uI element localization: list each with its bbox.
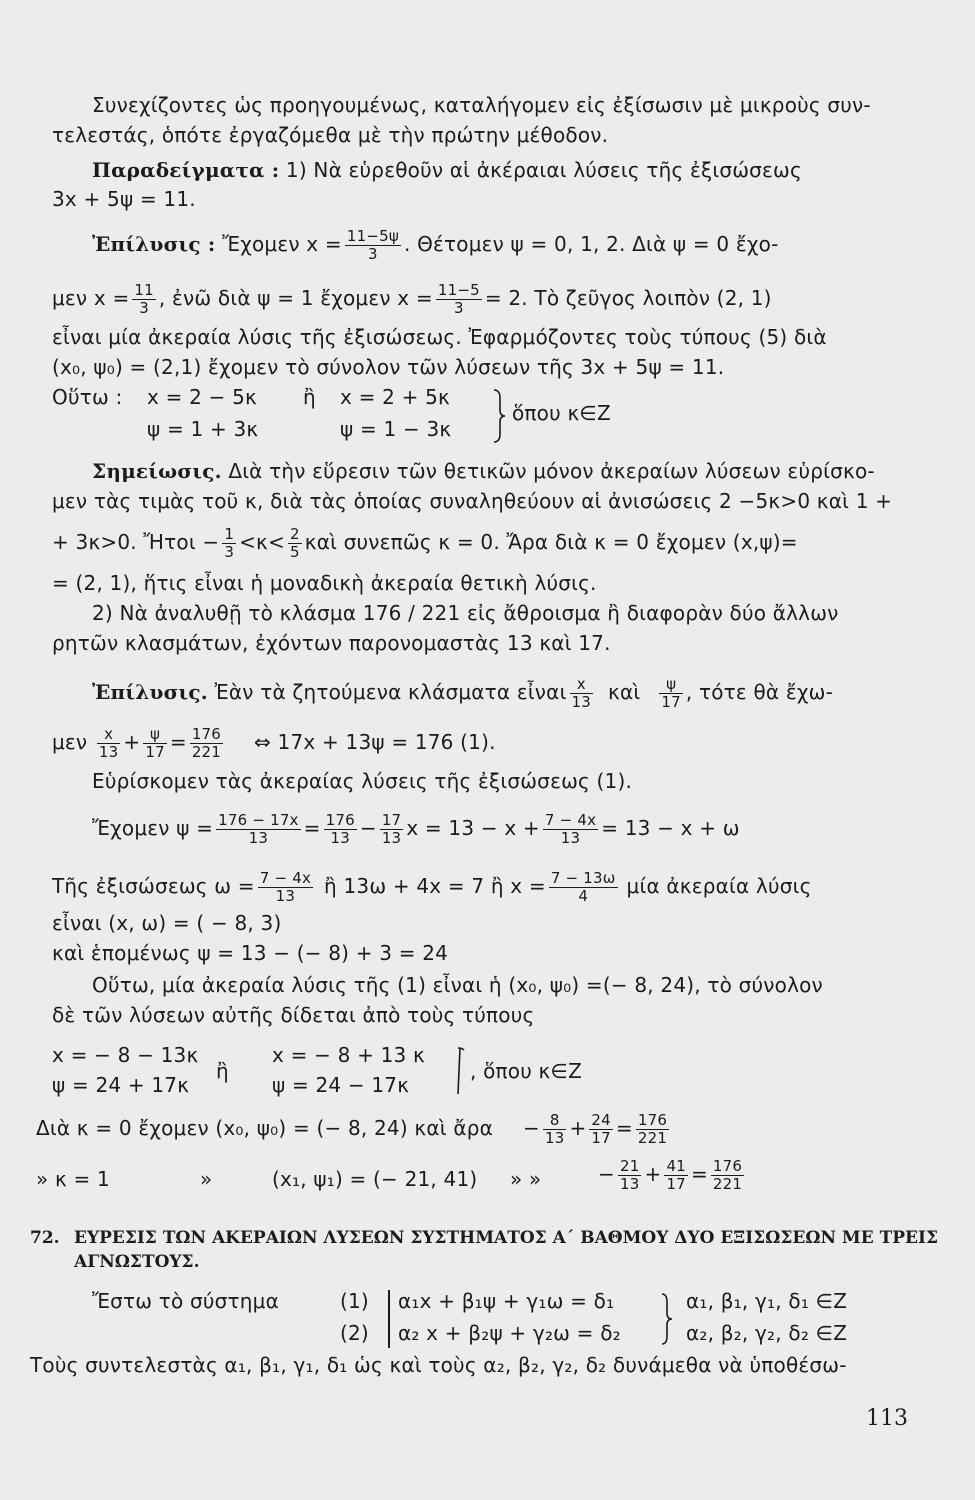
fraction: $\frac{7 - 4x}{13}$ xyxy=(544,811,597,847)
text-line: + 3κ>0. Ἤτοι − $\frac{1}{3}$ <κ< $\frac{2}{5}$ καὶ συνεπῶς κ = 0. Ἄρα διὰ κ = 0 ἔχομεν (x,ψ)= xyxy=(52,525,798,561)
equation: ψ = 24 − 17κ xyxy=(272,1073,410,1097)
section-number: 72. xyxy=(30,1228,60,1248)
fraction: $\frac{17}{13}$ xyxy=(381,811,402,847)
equation-label: (1) xyxy=(340,1289,369,1313)
fraction: $\frac{41}{17}$ xyxy=(666,1157,686,1193)
equation: μεν $\frac{x}{13}$ + $\frac{\psi}{17}$ = $\frac{176}{221}$ ⇔ 17x + 13ψ = 176 (1). xyxy=(52,725,496,761)
text-line: Εὑρίσκομεν τὰς ἀκεραίας λύσεις τῆς ἐξισώσεως (1). xyxy=(92,769,633,793)
text-line: Οὕτω, μία ἀκεραία λύσις τῆς (1) εἶναι ἡ (x₀, ψ₀) =(− 8, 24), τὸ σύνολον xyxy=(92,973,823,997)
fraction: $\frac{2}{5}$ xyxy=(289,525,300,561)
section-title: ΕΥΡΕΣΙΣ ΤΩΝ ΑΚΕΡΑΙΩΝ ΛΥΣΕΩΝ ΣΥΣΤΗΜΑΤΟΣ Α΄ ΒΑΘΜΟΥ ΔΥΟ ΕΞΙΣΩΣΕΩΝ ΜΕ ΤΡΕΙΣ ΑΓΝΩΣΤΟΥΣ. xyxy=(74,1228,938,1272)
text-line: Ἐπίλυσις. Ἐὰν τὰ ζητούμενα κλάσματα εἶναι $\frac{x}{13}$ καὶ $\frac{\psi}{17}$ , τότε θὰ ἔχω- xyxy=(92,675,833,711)
fraction: $\frac{7 - 13\omega}{4}$ xyxy=(550,869,616,905)
fraction: $\frac{8}{13}$ xyxy=(544,1111,565,1147)
fraction: $\frac{24}{17}$ xyxy=(591,1111,611,1147)
text-line: 2) Νὰ ἀναλυθῇ τὸ κλάσμα 176 / 221 εἰς ἄθροισμα ἢ διαφορὰν δύο ἄλλων xyxy=(92,601,839,625)
equation: − $\frac{21}{13}$ + $\frac{41}{17}$ = $\frac{176}{221}$ xyxy=(598,1157,743,1193)
text-line: ἢ xyxy=(303,385,316,409)
text-line: τελεστάς, ὁπότε ἐργαζόμεθα μὲ τὴν πρώτην μέθοδον. xyxy=(52,123,609,147)
equation: Διὰ κ = 0 ἔχομεν (x₀, ψ₀) = (− 8, 24) καὶ ἄρα − $\frac{8}{13}$ + $\frac{24}{17}$ = $\frac{176}{221}$ xyxy=(36,1111,668,1147)
fraction: $\frac{176}{221}$ xyxy=(191,725,222,761)
fraction: $\frac{176 - 17x}{13}$ xyxy=(218,811,299,847)
ditto-mark: » xyxy=(200,1167,213,1191)
fraction: $\frac{x}{13}$ xyxy=(571,675,592,711)
equation: x = 2 + 5κ xyxy=(340,385,451,409)
solution-heading: Ἐπίλυσις. xyxy=(92,680,208,704)
fraction: $\frac{1}{3}$ xyxy=(224,525,235,561)
fraction: $\frac{\psi}{17}$ xyxy=(145,725,165,761)
text-line: Παραδείγματα : 1) Νὰ εὑρεθοῦν αἱ ἀκέραιαι λύσεις τῆς ἐξισώσεως xyxy=(92,158,802,182)
equation: Ἔχομεν ψ = $\frac{176 - 17x}{13}$ = $\frac{176}{13}$ − $\frac{17}{13}$ x = 13 − x + $\frac{7 - 4x}{13}$ = 13 − x + ω xyxy=(92,811,740,847)
text-line: (x₀, ψ₀) = (2,1) ἔχομεν τὸ σύνολον τῶν λύσεων τῆς 3x + 5ψ = 11. xyxy=(52,355,725,379)
equation: α₂ x + β₂ψ + γ₂ω = δ₂ xyxy=(398,1321,621,1345)
equation: ψ = 1 + 3κ xyxy=(147,417,259,441)
text-line: ρητῶν κλασμάτων, ἐχόντων παρονομαστὰς 13 καὶ 17. xyxy=(52,631,611,655)
text-line: δὲ τῶν λύσεων αὐτῆς δίδεται ἀπὸ τοὺς τύπους xyxy=(52,1003,535,1027)
equation: ψ = 1 − 3κ xyxy=(340,417,452,441)
brace-icon xyxy=(452,1046,466,1096)
equation: α₁x + β₁ψ + γ₁ω = δ₁ xyxy=(398,1289,615,1313)
fraction: $\frac{7 - 4x}{13}$ xyxy=(259,869,312,905)
fraction: $\frac{x}{13}$ xyxy=(98,725,119,761)
text-line: Τοὺς συντελεστὰς α₁, β₁, γ₁, δ₁ ὡς καὶ τοὺς α₂, β₂, γ₂, δ₂ δυνάμεθα νὰ ὑποθέσω- xyxy=(30,1353,847,1377)
fraction: $\frac{11-5\psi}{3}$ xyxy=(346,227,399,263)
examples-heading: Παραδείγματα : xyxy=(92,158,280,182)
coefficient-set: α₁, β₁, γ₁, δ₁ ∈Z xyxy=(686,1289,848,1313)
fraction: $\frac{176}{221}$ xyxy=(712,1157,743,1193)
fraction: $\frac{176}{13}$ xyxy=(325,811,355,847)
brace-icon xyxy=(492,388,506,444)
note-heading: Σημείωσις. xyxy=(92,459,222,483)
equation: Τῆς ἐξισώσεως ω = $\frac{7 - 4x}{13}$ ἢ 13ω + 4x = 7 ἢ x = $\frac{7 - 13\omega}{4}$ μία ἀκεραία λύσις xyxy=(52,869,812,905)
text-line: Συνεχίζοντες ὡς προηγουμένως, καταλήγομεν εἰς ἐξίσωσιν μὲ μικροὺς συν- xyxy=(92,93,871,117)
text-line: = (2, 1), ἥτις εἶναι ἡ μοναδικὴ ἀκεραία θετικὴ λύσις. xyxy=(52,571,597,595)
condition: , ὅπου κ∈Z xyxy=(470,1059,583,1083)
text-line: μεν x = $\frac{11}{3}$ , ἐνῶ διὰ ψ = 1 ἔχομεν x = $\frac{11-5}{3}$ = 2. Τὸ ζεῦγος λοιπὸν (2, 1) xyxy=(52,281,772,317)
text-line: μεν τὰς τιμὰς τοῦ κ, διὰ τὰς ὁποίας συναληθεύουν αἱ ἀνισώσεις 2 −5κ>0 καὶ 1 + xyxy=(52,489,893,513)
equation: x = − 8 − 13κ xyxy=(52,1043,199,1067)
page-number: 113 xyxy=(866,1406,908,1431)
text-line: Ἐπίλυσις : Ἔχομεν x = $\frac{11-5\psi}{3}$ . Θέτομεν ψ = 0, 1, 2. Διὰ ψ = 0 ἔχο- xyxy=(92,227,779,263)
equation: » κ = 1 xyxy=(36,1167,110,1191)
section-heading xyxy=(30,1226,940,1274)
condition: ὅπου κ∈Z xyxy=(512,401,611,425)
equation: (x₁, ψ₁) = (− 21, 41) xyxy=(272,1167,478,1191)
text-line: εἶναι (x, ω) = ( − 8, 3) xyxy=(52,911,282,935)
coefficient-set: α₂, β₂, γ₂, δ₂ ∈Z xyxy=(686,1321,848,1345)
equation: 3x + 5ψ = 11. xyxy=(52,187,196,211)
text-line: Οὕτω : xyxy=(52,385,123,409)
equation-label: (2) xyxy=(340,1321,369,1345)
text-line: ἢ xyxy=(216,1059,229,1083)
fraction: $\frac{21}{13}$ xyxy=(619,1157,640,1193)
solution-heading: Ἐπίλυσις : xyxy=(92,232,216,256)
brace-icon xyxy=(660,1292,674,1346)
equation: x = − 8 + 13 κ xyxy=(272,1043,426,1067)
fraction: $\frac{11-5}{3}$ xyxy=(437,281,480,317)
ditto-mark: » » xyxy=(510,1167,542,1191)
system-bar xyxy=(388,1290,390,1348)
fraction: $\frac{\psi}{17}$ xyxy=(661,675,681,711)
text-line: καὶ ἑπομένως ψ = 13 − (− 8) + 3 = 24 xyxy=(52,941,449,965)
text-line: Σημείωσις. Διὰ τὴν εὕρεσιν τῶν θετικῶν μόνον ἀκεραίων λύσεων εὑρίσκο- xyxy=(92,459,875,483)
fraction: $\frac{11}{3}$ xyxy=(134,281,154,317)
text-line: εἶναι μία ἀκεραία λύσις τῆς ἐξισώσεως. Ἐφαρμόζοντες τοὺς τύπους (5) διὰ xyxy=(52,325,827,349)
text-line: Ἔστω τὸ σύστημα xyxy=(92,1289,279,1313)
equation: x = 2 − 5κ xyxy=(147,385,258,409)
equation: ψ = 24 + 17κ xyxy=(52,1073,190,1097)
fraction: $\frac{176}{221}$ xyxy=(637,1111,668,1147)
